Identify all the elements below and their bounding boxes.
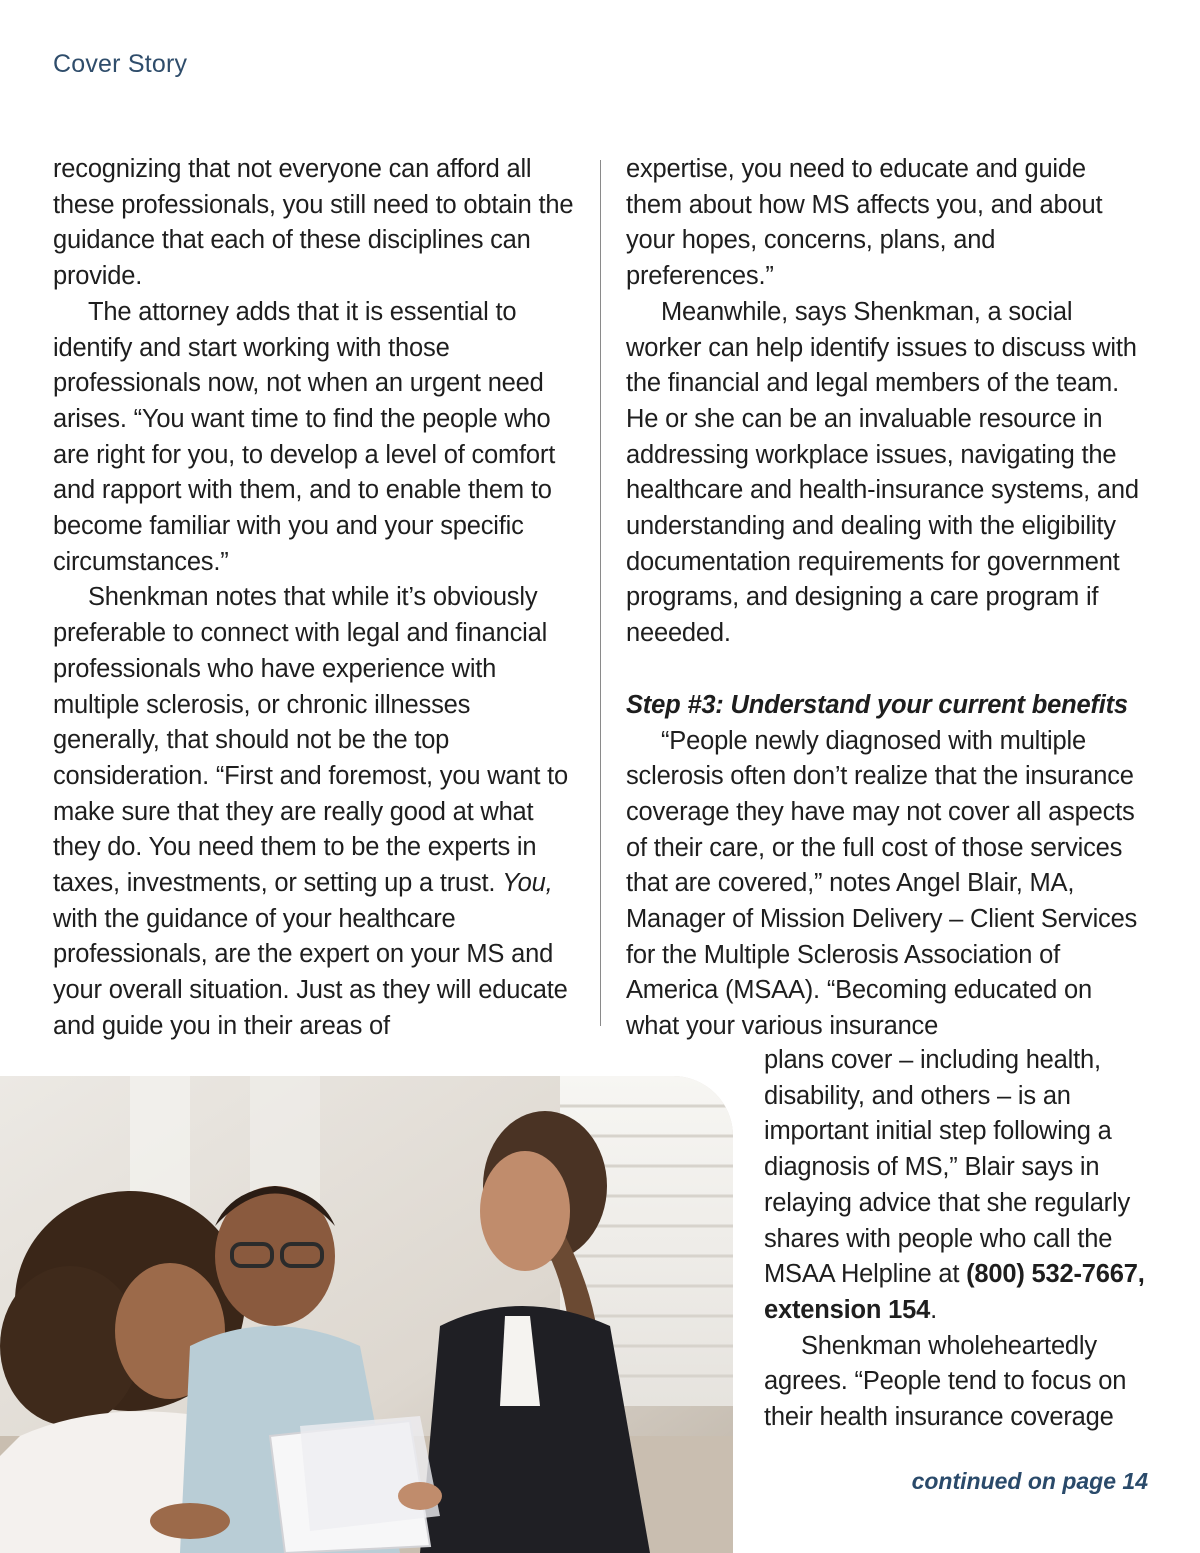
right-column	[626, 152, 1146, 1045]
right-paragraph-3: “People newly diagnosed with multiple sclerosis often don’t realize that the insurance coverage they have may not cover all aspects of their care, or the full cost of those services that are covered,” notes Angel Blair, MA, Manager of Mission Delivery – Client Services for the Multiple Sclerosis Association of America (MSAA). “Becoming educated on what your various insurance	[626, 726, 1138, 1041]
section-label: Cover Story	[53, 50, 188, 78]
left-paragraph-1: recognizing that not everyone can afford all these professionals, you still need to obtain the guidance that each of these disciplines can provide.	[53, 155, 574, 291]
right-paragraph-2: Meanwhile, says Shenkman, a social worker can help identify issues to discuss with the financial and legal members of the team. He or she can be an invaluable resource in addressing workplace issues, navigating the healthcare and health-insurance systems, and understanding and dealing with the eligibility documentation requirements for government programs, and designing a care program if neeeded.	[626, 297, 1139, 648]
left-paragraph-3	[53, 580, 583, 1044]
photo-illustration	[0, 1076, 733, 1553]
wrap-paragraph-1-end: .	[930, 1295, 937, 1324]
left-paragraph-3-text-b: with the guidance of your healthcare professionals, are the expert on your MS and your overall situation. Just as they will educate and guide you in their areas of	[53, 904, 568, 1040]
left-paragraph-3-text-a: Shenkman notes that while it’s obviously preferable to connect with legal and financial professionals who have experience with multiple sclerosis, or chronic illnesses generally, that should not be the top consideration. “First and foremost, you want to make sure that they are really good at what they do. You need them to be the experts in taxes, investments, or setting up a trust.	[53, 583, 569, 898]
continued-on-page: continued on page 14	[911, 1468, 1148, 1494]
wrap-paragraph-1-text: plans cover – including health, disability, and others – is an important initial step following a diagnosis of MS,” Blair says in relaying advice that she regularly shares with people who call the MSAA Helpline at	[764, 1046, 1130, 1289]
wrap-paragraph-1	[764, 1043, 1164, 1329]
left-paragraph-2: The attorney adds that it is essential to identify and start working with those professionals now, not when an urgent need arises. “You want time to find the people who are right for you, to develop a level of comfort and rapport with them, and to enable them to become familiar with you and your specific circumstances.”	[53, 297, 556, 576]
left-column	[53, 152, 583, 1045]
step-heading: Step #3: Understand your current benefits	[626, 690, 1128, 719]
paragraph-gap	[626, 652, 1146, 688]
wrap-around-text	[764, 1043, 1164, 1436]
helpline-phone: (800) 532-7667, extension 154	[764, 1260, 1145, 1324]
three-people-reviewing-document-photo	[0, 1076, 733, 1553]
right-paragraph-1: expertise, you need to educate and guide them about how MS affects you, and about your hopes, concerns, plans, and preferences.”	[626, 155, 1103, 291]
wrap-paragraph-2: Shenkman wholeheartedly agrees. “People tend to focus on their health insurance coverage	[764, 1331, 1127, 1432]
column-divider	[600, 160, 601, 1026]
emphasis-you: You,	[502, 869, 553, 898]
